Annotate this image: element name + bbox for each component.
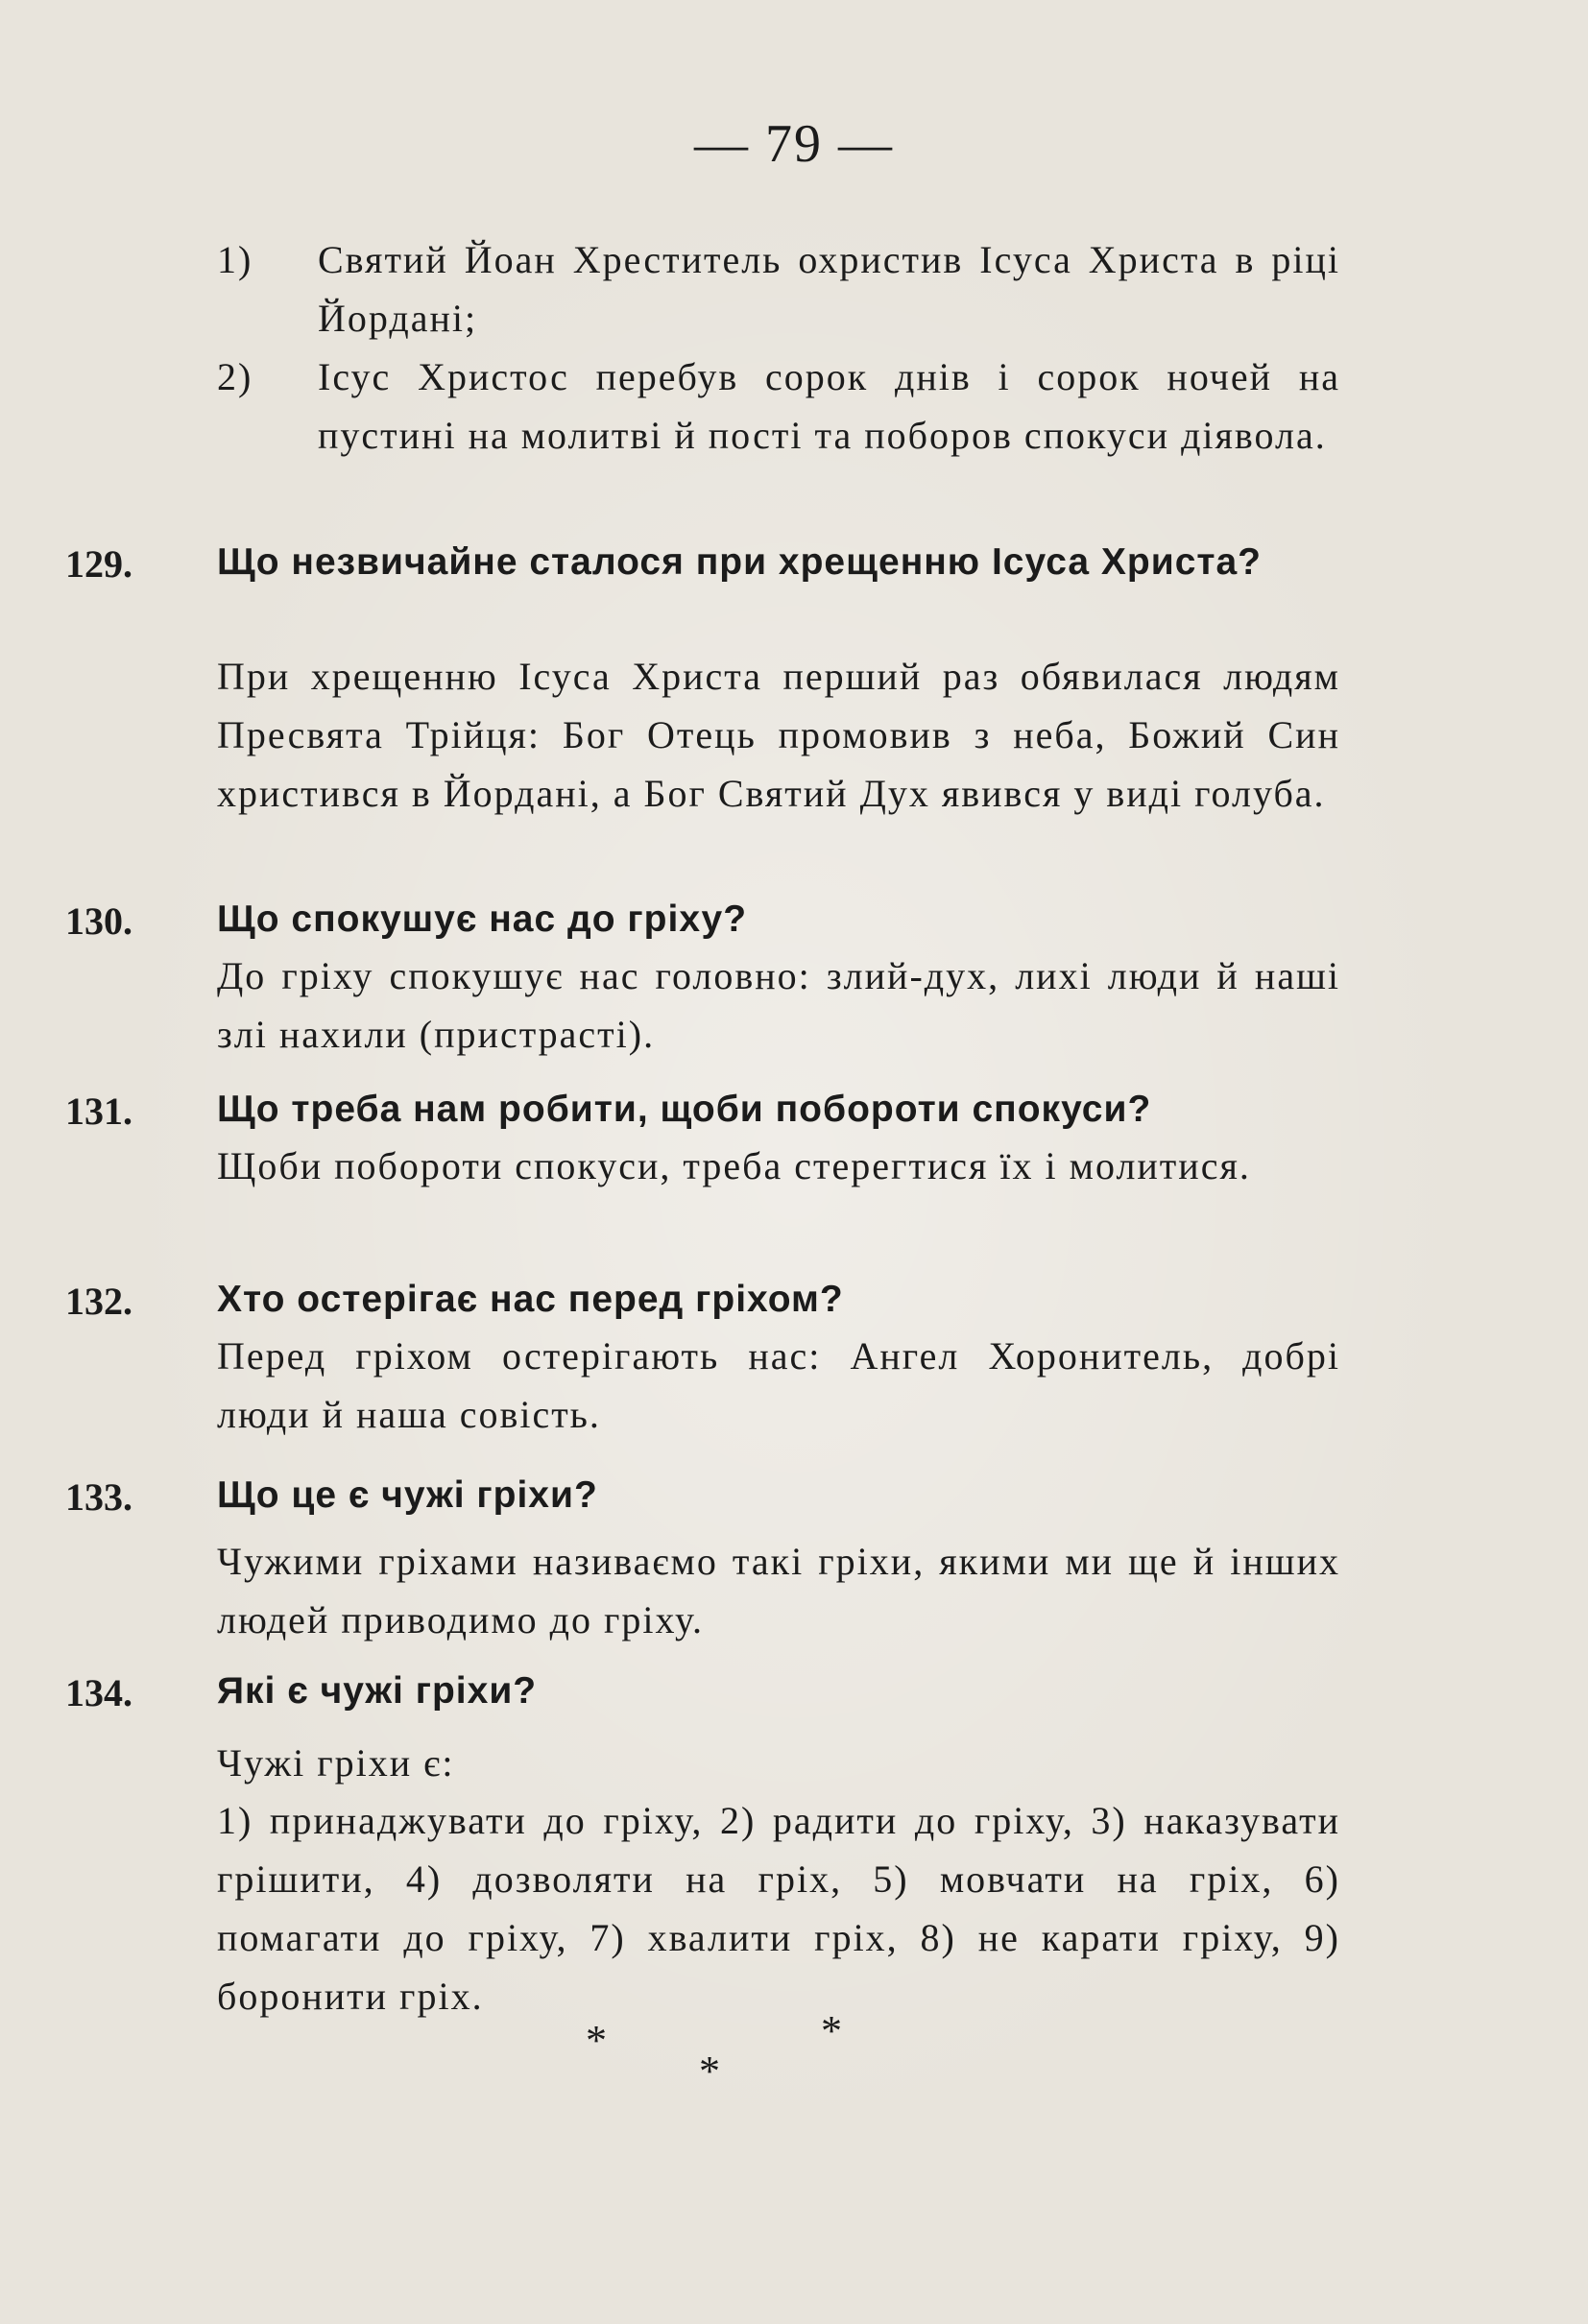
list-marker: 1) <box>217 238 253 281</box>
answer-text: Щоби побороти спокуси, треба стерегтися їх і молитися. <box>217 1144 1251 1187</box>
question-number: 132. <box>65 1280 132 1323</box>
question-text: Що треба нам робити, щоби побороти спокуси? <box>217 1089 1152 1130</box>
question-number: 133. <box>65 1475 132 1519</box>
question-text: Що спокушує нас до гріху? <box>217 898 748 940</box>
answer-text: До гріху спокушує нас головно: злий-дух, лихі люди й наші злі нахили (пристрасті). <box>217 954 1340 1056</box>
page-number: — 79 — <box>694 114 894 174</box>
question-text: Що це є чужі гріхи? <box>217 1474 598 1516</box>
asterisk: * <box>586 2017 607 2064</box>
question-number: 131. <box>65 1090 132 1133</box>
list-item <box>217 230 1340 347</box>
list-marker: 2) <box>217 355 253 398</box>
question-text: Що незвичайне сталося при хрещенню Ісуса Христа? <box>217 541 1262 583</box>
answer-intro: Чужі гріхи є: <box>217 1741 455 1785</box>
list-text: Ісус Христос перебув сорок днів і сорок ночей на пустині на молитві й пості та поборов спокуси діявола. <box>318 355 1340 457</box>
answer-text: Чужими гріхами називаємо такі гріхи, якими ми ще й інших людей приводимо до гріху. <box>217 1540 1340 1641</box>
answer-text: 1) принаджувати до гріху, 2) радити до гріху, 3) наказувати грішити, 4) дозволяти на гріх, 5) мовчати на гріх, 6) помагати до гріху, 7) хвалити гріх, 8) не карати гріху, 9) боронити гріх. <box>217 1799 1340 2018</box>
question-number: 134. <box>65 1671 132 1714</box>
asterisk: * <box>699 2048 720 2095</box>
question-number: 129. <box>65 542 132 586</box>
answer-text: При хрещенню Ісуса Христа перший раз обявилася людям Пресвята Трійця: Бог Отець промовив з неба, Божий Син христився в Йордані, а Бог Святий Дух явився у виді голуба. <box>217 655 1340 815</box>
list-item <box>217 347 1340 465</box>
question-number: 130. <box>65 899 132 943</box>
asterisk: * <box>821 2007 842 2054</box>
list-text: Святий Йоан Хреститель охристив Ісуса Христа в ріці Йордані; <box>318 238 1340 340</box>
question-text: Хто остерігає нас перед гріхом? <box>217 1279 844 1320</box>
question-text: Які є чужі гріхи? <box>217 1670 538 1712</box>
answer-text: Перед гріхом остерігають нас: Ангел Хоронитель, добрі люди й наша совість. <box>217 1334 1340 1436</box>
